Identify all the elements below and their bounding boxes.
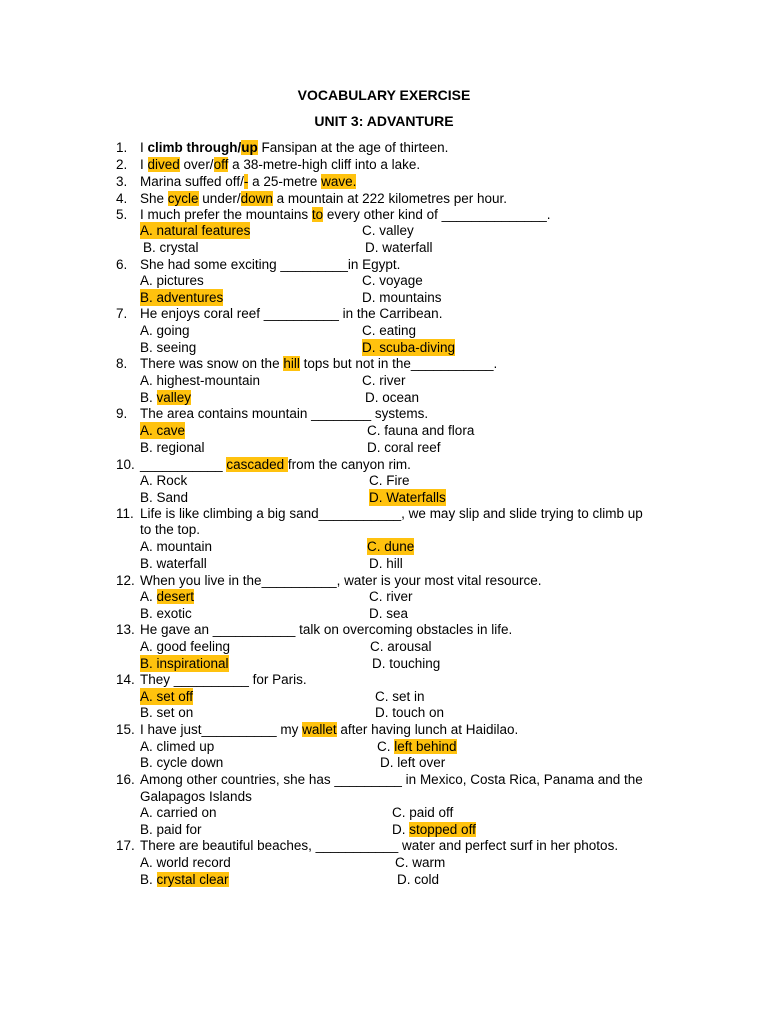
option-letter: C.: [377, 739, 395, 754]
highlighted-answer: stopped off: [409, 822, 476, 837]
option-d: D. sea: [369, 606, 409, 621]
option-c: C. dune: [367, 539, 415, 554]
document-title: VOCABULARY EXERCISE: [297, 87, 471, 103]
text-part: under/: [198, 191, 241, 206]
option-b: B. seeing: [140, 340, 197, 355]
option-b: B. inspirational: [140, 656, 229, 671]
question-number: 16.: [116, 772, 135, 787]
highlighted-answer: wallet: [302, 722, 337, 737]
option-b: B. cycle down: [140, 755, 224, 770]
option-a: A. climed up: [140, 739, 215, 754]
option-d: [392, 821, 476, 838]
question-text: Among other countries, she has _________ in Mexico, Costa Rica, Panama and the: [140, 772, 643, 787]
highlighted-answer: to: [311, 207, 324, 222]
text-part: a 25-metre: [248, 174, 322, 189]
highlighted-answer: valley: [156, 390, 192, 405]
highlighted-answer: hill: [283, 356, 300, 371]
question-number: 1.: [116, 140, 128, 155]
highlighted-answer: crystal clear: [156, 872, 229, 887]
option-c: C. voyage: [362, 273, 423, 288]
option-b: B. Sand: [140, 490, 189, 505]
bold-text: climb through/: [147, 140, 242, 155]
option-c: C. river: [362, 373, 406, 388]
option-b: [140, 871, 229, 888]
text-part: every other kind of ______________.: [323, 207, 551, 222]
question-text: to the top.: [140, 522, 201, 537]
option-a: A. cave: [140, 423, 186, 438]
highlighted-answer: dived: [147, 157, 180, 172]
text-part: I have just__________ my: [140, 722, 303, 737]
option-d: D. cold: [397, 872, 440, 887]
option-d: D. mountains: [362, 290, 442, 305]
highlighted-answer: wave.: [321, 174, 357, 189]
highlighted-answer: off: [213, 157, 229, 172]
option-a: A. carried on: [140, 805, 217, 820]
option-a: A. going: [140, 323, 190, 338]
question-number: 13.: [116, 622, 135, 637]
question-text: He gave an ___________ talk on overcoming obstacles in life.: [140, 622, 513, 637]
option-c: [377, 738, 457, 755]
option-d: D. coral reef: [367, 440, 441, 455]
text-part: Fansipan at the age of thirteen.: [257, 140, 449, 155]
option-c: C. Fire: [369, 473, 410, 488]
option-b: B. set on: [140, 705, 194, 720]
text-part: a 38-metre-high cliff into a lake.: [228, 157, 421, 172]
question-number: 15.: [116, 722, 135, 737]
option-c: C. set in: [375, 689, 425, 704]
question-number: 14.: [116, 672, 135, 687]
option-letter: A.: [140, 589, 157, 604]
text-part: Marina suffed off/: [140, 174, 244, 189]
option-letter: B.: [140, 390, 157, 405]
question-number: 4.: [116, 191, 128, 206]
option-d: D. ocean: [365, 390, 420, 405]
text-part: over/: [179, 157, 214, 172]
question-number: 5.: [116, 207, 128, 222]
option-d: D. left over: [380, 755, 446, 770]
question-text: [140, 139, 448, 156]
question-text: [140, 156, 420, 173]
text-part: from the canyon rim.: [287, 457, 411, 472]
question-number: 2.: [116, 157, 128, 172]
option-b: [140, 389, 191, 406]
option-d: D. touch on: [375, 705, 445, 720]
option-a: [140, 588, 194, 605]
question-text: [140, 456, 411, 473]
question-text: [140, 721, 518, 738]
question-text: When you live in the__________, water is your most vital resource.: [140, 573, 542, 588]
question-number: 11.: [116, 506, 134, 521]
highlighted-answer: left behind: [394, 739, 457, 754]
option-a: A. pictures: [140, 273, 204, 288]
option-d: D. waterfall: [365, 240, 433, 255]
question-number: 3.: [116, 174, 128, 189]
question-text: Galapagos Islands: [140, 789, 252, 804]
option-b: B. adventures: [140, 290, 224, 305]
option-b: B. regional: [140, 440, 205, 455]
question-text: He enjoys coral reef __________ in the Carribean.: [140, 306, 443, 321]
question-number: 7.: [116, 306, 128, 321]
question-text: [140, 190, 507, 207]
question-number: 9.: [116, 406, 128, 421]
text-part: a mountain at 222 kilometres per hour.: [272, 191, 507, 206]
question-text: [140, 173, 356, 190]
question-text: There are beautiful beaches, ___________ water and perfect surf in her photos.: [140, 838, 619, 853]
option-d: D. touching: [372, 656, 441, 671]
highlighted-answer: up: [241, 140, 258, 155]
option-d: D. hill: [369, 556, 403, 571]
question-text: [140, 206, 551, 223]
question-number: 8.: [116, 356, 128, 371]
option-a: A. Rock: [140, 473, 188, 488]
text-part: I: [140, 140, 148, 155]
option-a: A. highest-mountain: [140, 373, 261, 388]
question-text: They __________ for Paris.: [140, 672, 307, 687]
question-number: 12.: [116, 573, 135, 588]
text-part: I: [140, 157, 148, 172]
option-a: A. natural features: [140, 223, 251, 238]
option-c: C. eating: [362, 323, 417, 338]
highlighted-answer: cascaded: [226, 457, 288, 472]
text-part: I much prefer the mountains: [140, 207, 312, 222]
option-d: D. Waterfalls: [369, 490, 446, 505]
option-letter: B.: [140, 872, 157, 887]
option-a: A. mountain: [140, 539, 213, 554]
option-c: C. arousal: [370, 639, 432, 654]
option-b: B. crystal: [143, 240, 199, 255]
option-c: C. valley: [362, 223, 414, 238]
question-number: 17.: [116, 838, 135, 853]
question-text: Life is like climbing a big sand___________, we may slip and slide trying to climb up: [140, 506, 643, 521]
highlighted-answer: desert: [156, 589, 195, 604]
highlighted-answer: -: [243, 174, 249, 189]
highlighted-answer: down: [240, 191, 273, 206]
question-text: The area contains mountain ________ systems.: [140, 406, 429, 421]
option-c: C. warm: [395, 855, 446, 870]
option-a: A. set off: [140, 689, 194, 704]
text-part: There was snow on the: [140, 356, 284, 371]
unit-title: UNIT 3: ADVANTURE: [314, 113, 454, 129]
question-number: 10.: [116, 457, 135, 472]
highlighted-answer: cycle: [167, 191, 199, 206]
text-part: ___________: [140, 457, 227, 472]
text-part: after having lunch at Haidilao.: [336, 722, 519, 737]
option-a: A. world record: [140, 855, 231, 870]
option-c: C. fauna and flora: [367, 423, 475, 438]
option-b: B. exotic: [140, 606, 192, 621]
question-text: [140, 355, 497, 372]
option-b: B. waterfall: [140, 556, 207, 571]
text-part: tops but not in the___________.: [299, 356, 498, 371]
option-c: C. paid off: [392, 805, 454, 820]
option-d: D. scuba-diving: [362, 340, 456, 355]
option-b: B. paid for: [140, 822, 202, 837]
option-letter: D.: [392, 822, 410, 837]
option-a: A. good feeling: [140, 639, 231, 654]
option-c: C. river: [369, 589, 413, 604]
question-text: She had some exciting _________in Egypt.: [140, 257, 401, 272]
text-part: She: [140, 191, 168, 206]
question-number: 6.: [116, 257, 128, 272]
